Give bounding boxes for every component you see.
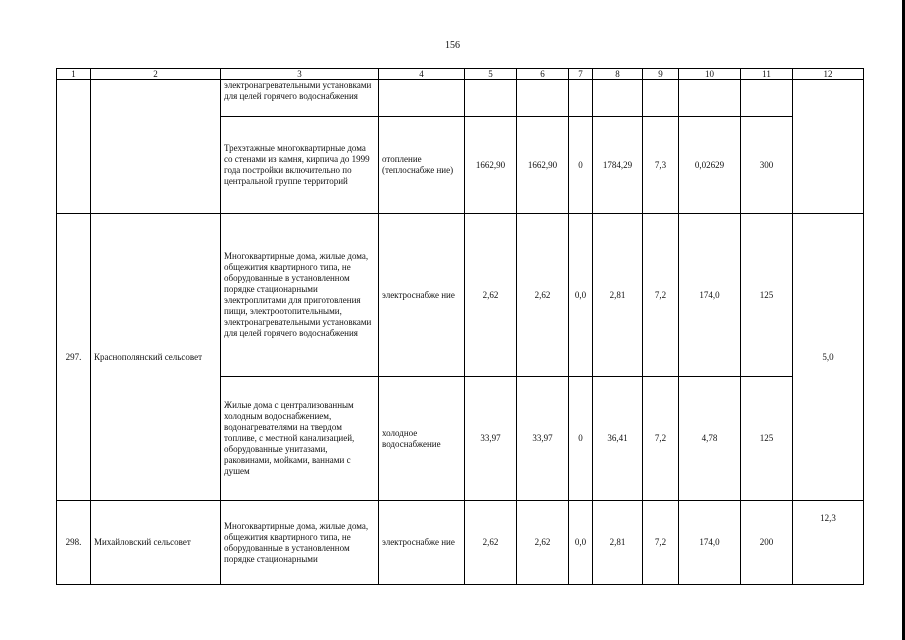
page-number: 156 [445,40,460,51]
cell-num: 297. [57,214,91,501]
cell-value [569,80,593,117]
cell-value: 12,3 [793,501,864,585]
table-row [57,214,864,377]
cell-value: 0,02629 [679,117,741,214]
cell-value: 125 [741,377,793,501]
cell-value: 2,62 [517,214,569,377]
cell-value: 2,81 [593,214,643,377]
cell-num: 298. [57,501,91,585]
cell-value: 0,0 [569,501,593,585]
cell-service: отопление (теплоснабже ние) [379,117,465,214]
header-cell: 10 [679,69,741,80]
cell-value: 7,2 [643,501,679,585]
cell-value: 200 [741,501,793,585]
cell-value [643,80,679,117]
cell-value: 0,0 [569,214,593,377]
cell-housing-type: Многоквартирные дома, жилые дома, общежития квартирного типа, не оборудованные в установленном порядке стационарными электроплитами для приготовления пищи, электроотопительными, электронагревательными установками для целей горячего водоснабжения [221,214,379,377]
cell-value: 2,81 [593,501,643,585]
cell-value: 33,97 [465,377,517,501]
cell-value: 7,3 [643,117,679,214]
cell-value: 33,97 [517,377,569,501]
cell-value: 2,62 [517,501,569,585]
cell-settlement: Михайловский сельсовет [91,501,221,585]
cell-settlement: Краснополянский сельсовет [91,214,221,501]
cell-value: 2,62 [465,501,517,585]
cell-housing-type: Трехэтажные многоквартирные дома со стенами из камня, кирпича до 1999 года постройки включительно по центральной группе территорий [221,117,379,214]
cell-value: 1662,90 [465,117,517,214]
cell-value: 7,2 [643,377,679,501]
table-row [57,501,864,585]
cell-value [793,80,864,214]
cell-value: 125 [741,214,793,377]
cell-value: 4,78 [679,377,741,501]
tariff-table [56,68,864,585]
cell-service: холодное водоснабжение [379,377,465,501]
cell-value [741,80,793,117]
cell-housing-type: электронагревательными установками для целей горячего водоснабжения [221,80,379,117]
header-cell: 1 [57,69,91,80]
cell-value: 5,0 [793,214,864,501]
cell-value: 1662,90 [517,117,569,214]
table-row [57,80,864,117]
cell-service: электроснабже ние [379,501,465,585]
cell-value: 1784,29 [593,117,643,214]
header-cell: 5 [465,69,517,80]
cell-value [593,80,643,117]
header-cell: 6 [517,69,569,80]
cell-settlement [91,80,221,214]
header-cell: 12 [793,69,864,80]
header-cell: 11 [741,69,793,80]
cell-service [379,80,465,117]
cell-value: 0 [569,377,593,501]
cell-value [465,80,517,117]
cell-housing-type: Жилые дома с централизованным холодным водоснабжением, водонагревателями на твердом топливе, с местной канализацией, оборудованные унитазами, раковинами, мойками, ваннами с душем [221,377,379,501]
cell-value: 174,0 [679,501,741,585]
cell-value: 36,41 [593,377,643,501]
cell-value [679,80,741,117]
cell-value: 0 [569,117,593,214]
cell-value: 2,62 [465,214,517,377]
cell-housing-type: Многоквартирные дома, жилые дома, общежития квартирного типа, не оборудованные в установленном порядке стационарными [221,501,379,585]
header-cell: 8 [593,69,643,80]
header-row [57,69,864,80]
cell-service: электроснабже ние [379,214,465,377]
header-cell: 2 [91,69,221,80]
header-cell: 9 [643,69,679,80]
cell-num [57,80,91,214]
header-cell: 7 [569,69,593,80]
header-cell: 4 [379,69,465,80]
cell-value: 174,0 [679,214,741,377]
cell-value: 300 [741,117,793,214]
cell-value [517,80,569,117]
header-cell: 3 [221,69,379,80]
cell-value: 7,2 [643,214,679,377]
